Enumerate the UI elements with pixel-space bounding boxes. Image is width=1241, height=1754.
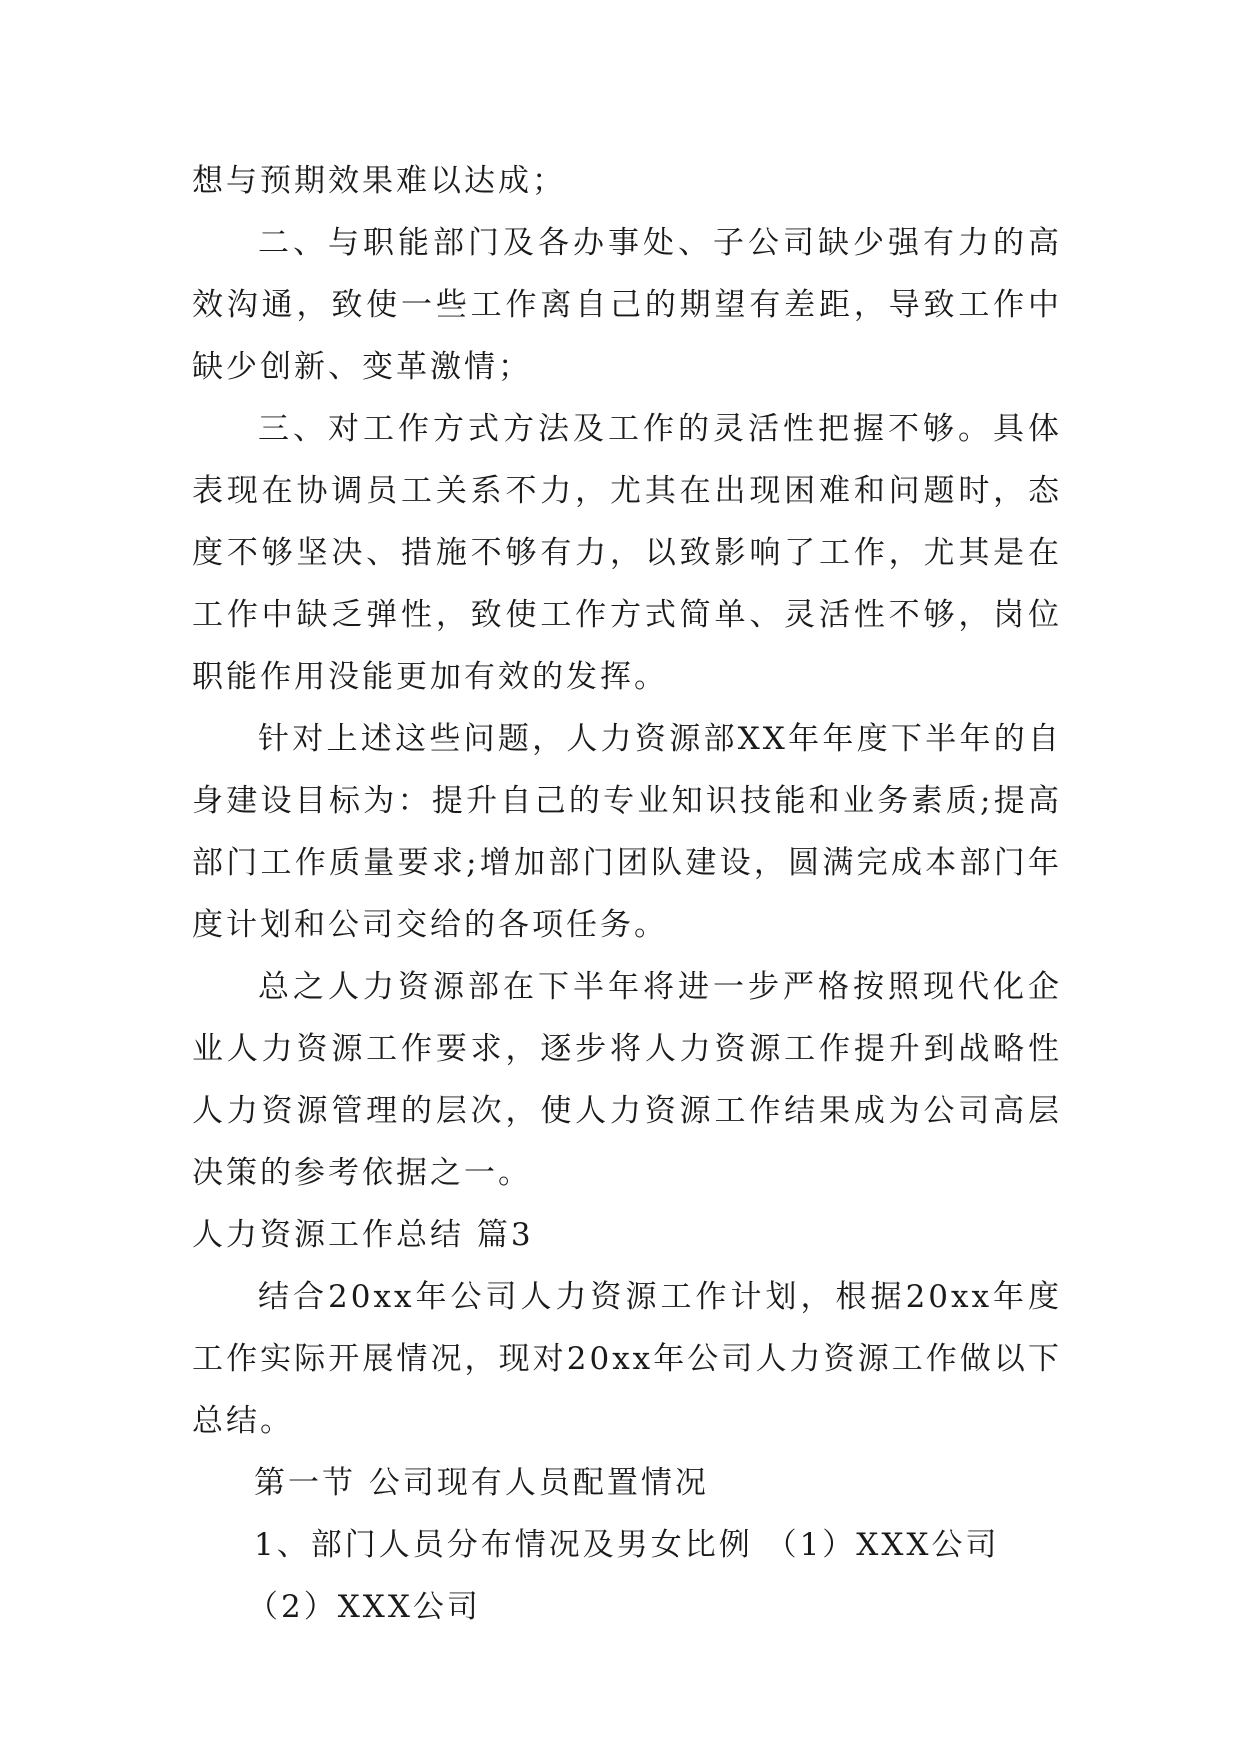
- paragraph-conclusion: 总之人力资源部在下半年将进一步严格按照现代化企业人力资源工作要求，逐步将人力资源工作提升到战略性人力资源管理的层次，使人力资源工作结果成为公司高层决策的参考依据之一。: [192, 969, 1062, 1191]
- paragraph-continuation: 想与预期效果难以达成；: [192, 163, 566, 199]
- subsection-title: 第一节 公司现有人员配置情况: [254, 1465, 709, 1501]
- document-body: [192, 150, 1062, 1638]
- list-item-department-distribution: 1、部门人员分布情况及男女比例 （1）XXX公司: [254, 1527, 1000, 1563]
- paragraph-intro: 结合20xx年公司人力资源工作计划，根据20xx年度工作实际开展情况，现对20xx年公司人力资源工作做以下总结。: [192, 1279, 1062, 1439]
- paragraph-goals: 针对上述这些问题，人力资源部XX年年度下半年的自身建设目标为：提升自己的专业知识技能和业务素质;提高部门工作质量要求;增加部门团队建设，圆满完成本部门年度计划和公司交给的各项任务。: [192, 721, 1062, 943]
- list-item-company-two: （2）XXX公司: [247, 1589, 481, 1625]
- paragraph-issue-three: 三、对工作方式方法及工作的灵活性把握不够。具体表现在协调员工关系不力，尤其在出现困难和问题时，态度不够坚决、措施不够有力，以致影响了工作，尤其是在工作中缺乏弹性，致使工作方式简单、灵活性不够，岗位职能作用没能更加有效的发挥。: [192, 411, 1062, 695]
- paragraph-issue-two: 二、与职能部门及各办事处、子公司缺少强有力的高效沟通，致使一些工作离自己的期望有差距，导致工作中缺少创新、变革激情；: [192, 225, 1062, 385]
- section-title: 人力资源工作总结 篇3: [192, 1217, 534, 1253]
